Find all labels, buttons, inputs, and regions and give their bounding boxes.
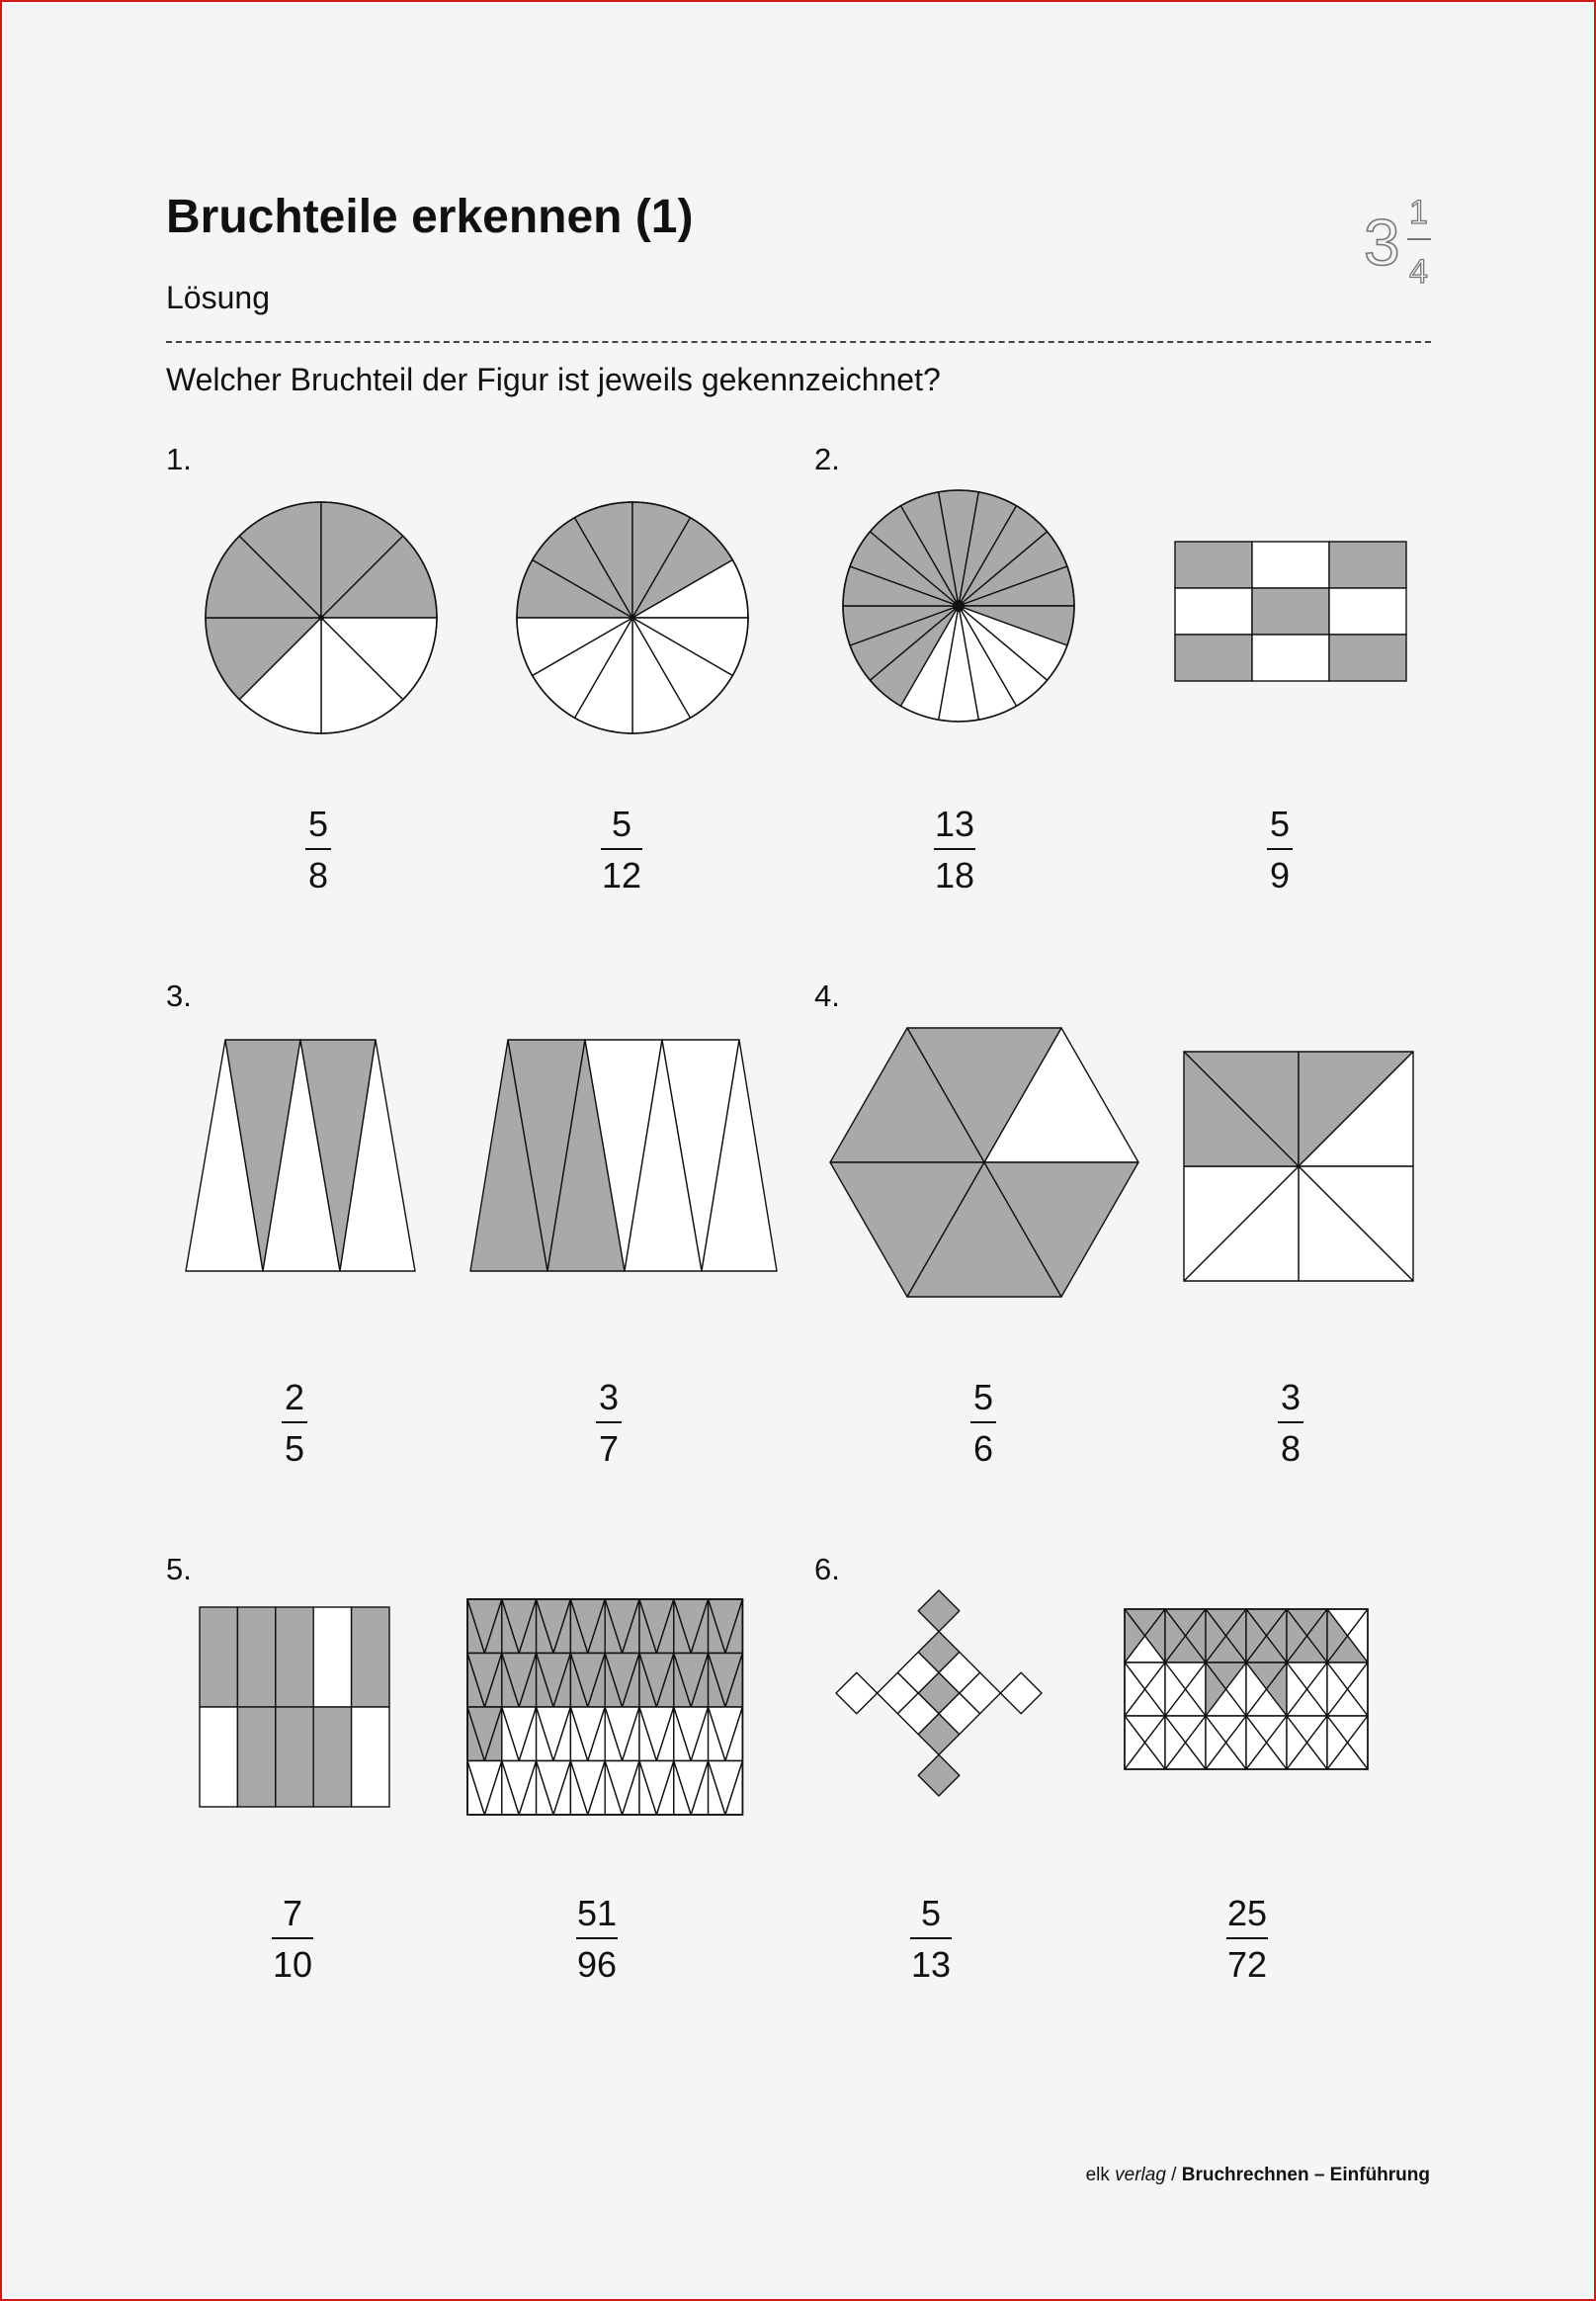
grid-cell — [1175, 635, 1252, 681]
task-label: 5. — [166, 1552, 192, 1586]
diamond-cross-figure — [846, 1599, 1032, 1787]
answer-fraction: 5 8 — [259, 807, 378, 894]
trapezoid-fifths-figure — [184, 1038, 417, 1275]
footer-credit: elk verlag / Bruchrechnen – Einführung — [1085, 2165, 1430, 2185]
triangle-grid-figure — [465, 1597, 744, 1817]
question-text: Welcher Bruchteil der Figur ist jeweils gekennzeichnet? — [166, 362, 941, 397]
task-label: 1. — [166, 442, 192, 476]
grid-cell — [1252, 542, 1329, 588]
circle-twelfths-figure — [514, 499, 751, 736]
grid-cell — [352, 1707, 389, 1807]
task-label: 2. — [814, 442, 840, 476]
grid-cell — [1175, 542, 1252, 588]
answer-fraction: 5 12 — [601, 804, 642, 895]
grid-cell — [313, 1707, 351, 1807]
pie-center — [953, 600, 965, 612]
diamond-grid-figure — [1123, 1607, 1370, 1775]
answer-fraction: 13 18 — [934, 804, 975, 895]
grid-cell — [276, 1607, 313, 1707]
circle-eighths-figure — [203, 499, 440, 736]
answer-fraction: 51 96 — [576, 1893, 618, 1985]
square-eighths-figure — [1182, 1050, 1415, 1285]
logo-whole: 3 — [1364, 206, 1400, 279]
answer-fraction: 3 8 — [1231, 1380, 1350, 1467]
hexagon-sixths-figure — [828, 1026, 1140, 1299]
grid-cell — [313, 1607, 351, 1707]
grid-cell — [237, 1707, 275, 1807]
pie-center — [318, 615, 324, 621]
pie-center — [630, 615, 635, 621]
grid-cell — [352, 1607, 389, 1707]
grid-cell — [200, 1607, 237, 1707]
grid-cell — [1329, 635, 1406, 681]
answer-fraction: 7 10 — [272, 1893, 313, 1985]
page-subtitle: Lösung — [166, 280, 270, 315]
grid-cell — [1252, 635, 1329, 681]
grid-cell — [1329, 588, 1406, 635]
answer-fraction: 5 13 — [910, 1893, 952, 1985]
circle-eighteenths-figure — [840, 487, 1077, 724]
answer-fraction: 5 9 — [1220, 807, 1339, 894]
task-label: 4. — [814, 979, 840, 1013]
rectangle-tenths-figure — [198, 1605, 391, 1809]
answer-fraction: 3 7 — [549, 1380, 668, 1467]
rectangle-ninths-figure — [1174, 541, 1407, 683]
answer-fraction: 25 72 — [1226, 1893, 1268, 1985]
trapezoid-sevenths-figure — [468, 1038, 779, 1275]
grid-cell — [276, 1707, 313, 1807]
grid-cell — [1329, 542, 1406, 588]
logo-denominator: 4 — [1409, 253, 1428, 291]
task-label: 6. — [814, 1552, 840, 1586]
divider — [166, 341, 1431, 343]
grid-cell — [200, 1707, 237, 1807]
answer-fraction: 5 6 — [924, 1380, 1043, 1467]
logo-numerator: 1 — [1409, 194, 1428, 231]
grid-cell — [1175, 588, 1252, 635]
fraction-logo — [1364, 188, 1443, 297]
grid-cell — [237, 1607, 275, 1707]
task-label: 3. — [166, 979, 192, 1013]
page-title: Bruchteile erkennen (1) — [166, 191, 694, 243]
answer-fraction: 2 5 — [235, 1380, 354, 1467]
grid-cell — [1252, 588, 1329, 635]
